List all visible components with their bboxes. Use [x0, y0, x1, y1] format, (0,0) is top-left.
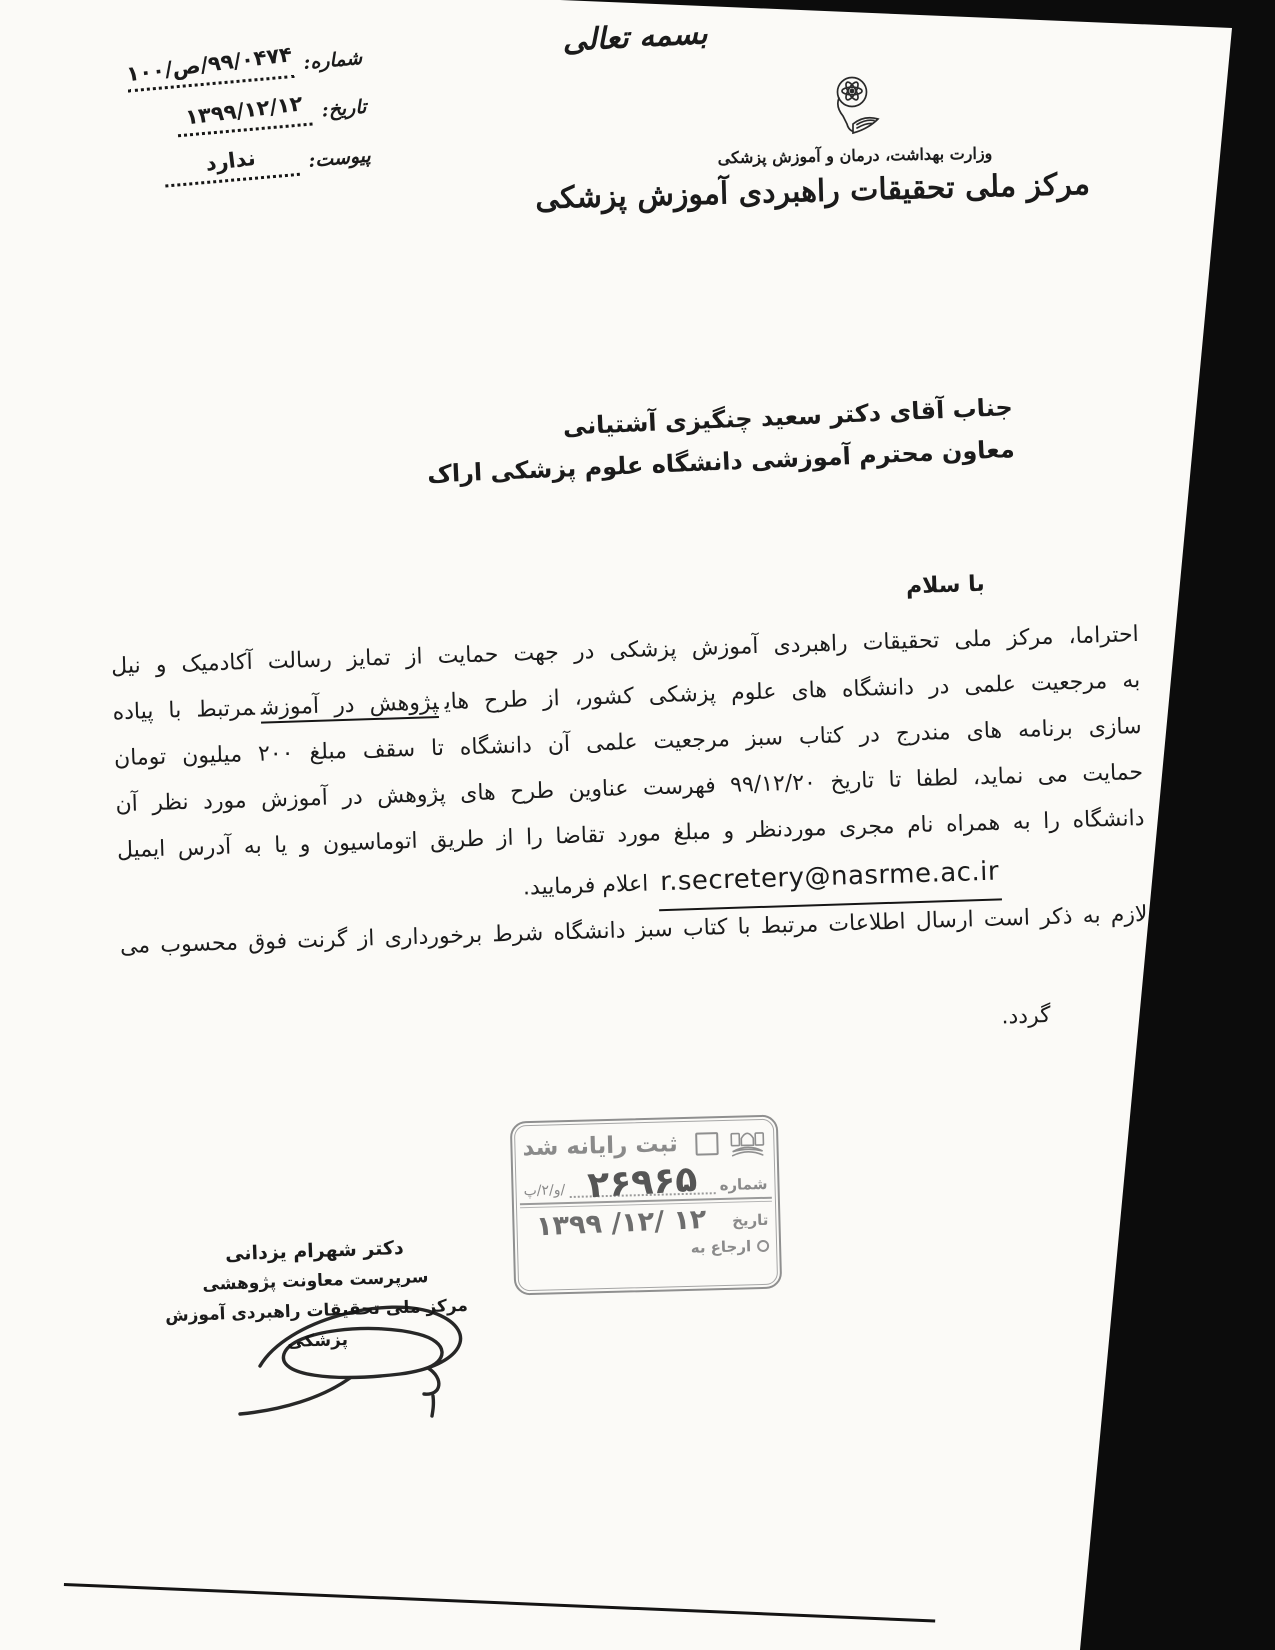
center-name: مرکز ملی تحقیقات راهبردی آموزش پزشکی: [534, 166, 1091, 217]
body-line-2-pre: به مرجعیت علمی در دانشگاه های علوم پزشکی کشور، از طرح های: [444, 667, 1141, 715]
stamp-number-leader: [569, 1158, 716, 1207]
stamp-date-row: [524, 1204, 769, 1241]
stamp-checkbox: [695, 1132, 719, 1156]
body-line-8: گردد.: [1001, 1002, 1052, 1030]
underlined-phrase: پژوهش در آموزش: [260, 690, 439, 724]
signer-title: سرپرست معاونت پژوهشی: [202, 1267, 429, 1295]
reference-date-row: [56, 91, 368, 148]
reference-attachment-row: [61, 143, 372, 197]
letter-body: [111, 612, 1152, 1068]
signer-organization: مرکز ملی تحقیقات راهبردی آموزش پزشکی: [164, 1295, 469, 1353]
stamp-number-suffix: /و/۲/پ: [523, 1182, 566, 1200]
stamp-date-label: تاریخ: [731, 1210, 769, 1230]
ministry-name: وزارت بهداشت، درمان و آموزش پزشکی: [717, 143, 993, 168]
body-line-1: احتراما، مرکز ملی تحقیقات راهبردی آموزش پزشکی در جهت حمایت از تمایز رسالت آکادمیک و نیل: [110, 621, 1140, 680]
email-address: r.secretery@nasrme.ac.ir: [657, 846, 1001, 911]
stamp-referral-label: ارجاع به: [690, 1237, 752, 1257]
reference-block: [52, 42, 374, 218]
body-line-2-post: مرتبط با پیاده: [112, 695, 256, 726]
attachment-value: ندارد: [204, 145, 257, 176]
stamp-title: ثبت رایانه شد: [522, 1131, 679, 1162]
besmele-text: بسمه تعالی: [561, 16, 709, 59]
handwritten-signature: [222, 1278, 497, 1418]
stamp-number-value: ۲۶۹۶۵: [586, 1158, 699, 1207]
ministry-logo-icon: [824, 72, 886, 142]
referral-bullet-icon: [757, 1240, 769, 1252]
date-label: تاریخ:: [320, 95, 368, 122]
stamp-date-value: ۱۲ /۱۲/ ۱۳۹۹: [535, 1203, 708, 1243]
date-leader-dots: [176, 91, 313, 138]
reference-number-row: [52, 42, 363, 99]
attachment-leader-dots: [163, 145, 300, 188]
registration-stamp: [510, 1115, 782, 1296]
body-line-5: دانشگاه را به همراه نام مجری موردنظر و مبلغ مورد تقاضا را از طریق اتوماسیون و یا به آدرس ایمیل: [116, 805, 1145, 864]
number-value: ۱۰۰/ص/۹۹/۰۴۷۴: [125, 42, 294, 87]
stamp-title-row: [522, 1125, 767, 1165]
stamp-number-row: [523, 1158, 768, 1207]
email-suffix-text: اعلام فرمایید.: [522, 871, 649, 901]
recipient-block: [425, 386, 1016, 496]
recipient-title: معاون محترم آموزشی دانشگاه علوم پزشکی اراک: [426, 434, 1016, 489]
recipient-name: جناب آقای دکتر سعید چنگیزی آشتیانی: [562, 392, 1014, 441]
stamp-emblem-icon: [728, 1125, 767, 1160]
body-line-4: حمایت می نماید، لطفا تا تاریخ ۹۹/۱۲/۲۰ فهرست عناوین طرح های پژوهش در آموزش مورد نظر آن: [115, 759, 1144, 818]
body-line-7: لازم به ذکر است ارسال اطلاعات مرتبط با کتاب سبز دانشگاه شرط برخورداری از گرنت فوق محسوب می: [119, 901, 1148, 960]
stamp-number-label: شماره: [719, 1174, 768, 1195]
footer-rule: [64, 1583, 935, 1623]
body-line-3: سازی برنامه های مندرج در کتاب سبز مرجعیت علمی آن دانشگاه تا سقف مبلغ ۲۰۰ میلیون تومان: [113, 713, 1142, 772]
number-leader-dots: [125, 42, 294, 92]
salutation: با سلام: [905, 571, 986, 600]
attachment-label: پیوست:: [307, 144, 372, 172]
signer-name: دکتر شهرام یزدانی: [224, 1236, 405, 1266]
letterhead: [534, 72, 1091, 217]
date-value: ۱۳۹۹/۱۲/۱۲: [183, 91, 304, 130]
number-label: شماره:: [302, 46, 363, 75]
